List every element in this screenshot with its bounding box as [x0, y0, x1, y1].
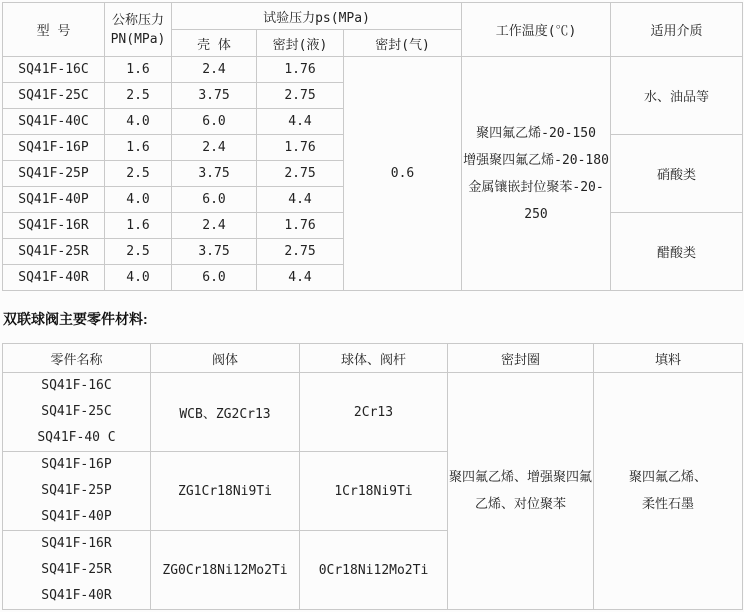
pressure-spec-table: [2, 2, 743, 291]
table-row: [3, 373, 743, 452]
col-header-working-temp: 工作温度(℃): [462, 3, 611, 57]
nominal-pressure-unit: PN(MPa): [110, 31, 166, 47]
pn-cell: 2.5: [105, 83, 172, 109]
model-name: SQ41F-40R: [41, 588, 112, 603]
seal-ring-line: 聚四氟乙烯、增强聚四氟: [448, 470, 592, 485]
model-name: SQ41F-25C: [41, 404, 112, 419]
model-name: SQ41F-16R: [41, 536, 112, 551]
shell-cell: 6.0: [172, 109, 257, 135]
valve-body-cell: ZG0Cr18Ni12Mo2Ti: [151, 531, 300, 610]
valve-body-cell: ZG1Cr18Ni9Ti: [151, 452, 300, 531]
col-header-valve-body: 阀体: [151, 344, 300, 373]
seal-liquid-cell: 2.75: [257, 161, 344, 187]
working-temp-line: 增强聚四氟乙烯-20-180: [463, 152, 609, 168]
model-cell: SQ41F-25C: [3, 83, 105, 109]
models-cell: [3, 373, 151, 452]
model-cell: SQ41F-16C: [3, 57, 105, 83]
seal-liquid-cell: 2.75: [257, 83, 344, 109]
seal-liquid-cell: 4.4: [257, 187, 344, 213]
col-header-seal-liquid: 密封(液): [257, 30, 344, 57]
working-temp-cell: [462, 57, 611, 291]
shell-cell: 2.4: [172, 57, 257, 83]
model-name: SQ41F-25P: [41, 483, 112, 498]
ball-stem-cell: 2Cr13: [300, 373, 448, 452]
col-header-ball-stem: 球体、阀杆: [300, 344, 448, 373]
col-header-part-name: 零件名称: [3, 344, 151, 373]
models-cell: [3, 452, 151, 531]
shell-cell: 6.0: [172, 265, 257, 291]
ball-stem-cell: 0Cr18Ni12Mo2Ti: [300, 531, 448, 610]
shell-cell: 2.4: [172, 135, 257, 161]
model-name: SQ41F-40 C: [37, 430, 116, 445]
pn-cell: 1.6: [105, 213, 172, 239]
shell-cell: 3.75: [172, 239, 257, 265]
table-row: [3, 57, 743, 83]
shell-cell: 2.4: [172, 213, 257, 239]
pn-cell: 1.6: [105, 57, 172, 83]
model-cell: SQ41F-40R: [3, 265, 105, 291]
seal-liquid-cell: 1.76: [257, 57, 344, 83]
media-group-cell: 硝酸类: [611, 135, 743, 213]
model-cell: SQ41F-40P: [3, 187, 105, 213]
working-temp-line: 250: [524, 206, 548, 222]
seal-liquid-cell: 4.4: [257, 109, 344, 135]
working-temp-line: 金属镶嵌封位聚苯-20-: [468, 179, 604, 195]
col-header-test-pressure: 试验压力ps(MPa): [172, 3, 462, 30]
media-group-cell: 水、油品等: [611, 57, 743, 135]
shell-cell: 3.75: [172, 83, 257, 109]
packing-cell: [594, 373, 743, 610]
table-header-row: [3, 344, 743, 373]
shell-cell: 3.75: [172, 161, 257, 187]
col-header-seal-gas: 密封(气): [344, 30, 462, 57]
seal-liquid-cell: 1.76: [257, 213, 344, 239]
ball-stem-cell: 1Cr18Ni9Ti: [300, 452, 448, 531]
nominal-pressure-label: 公称压力: [111, 12, 164, 28]
model-name: SQ41F-25R: [41, 562, 112, 577]
seal-liquid-cell: 4.4: [257, 265, 344, 291]
col-header-packing: 填料: [594, 344, 743, 373]
model-name: SQ41F-16C: [41, 378, 112, 393]
pn-cell: 4.0: [105, 265, 172, 291]
pn-cell: 4.0: [105, 109, 172, 135]
table-header-row: [3, 3, 743, 30]
packing-line: 柔性石墨: [641, 497, 694, 512]
seal-liquid-cell: 2.75: [257, 239, 344, 265]
packing-line: 聚四氟乙烯、: [628, 470, 707, 485]
col-header-model: 型 号: [3, 3, 105, 57]
col-header-shell: 壳 体: [172, 30, 257, 57]
pn-cell: 1.6: [105, 135, 172, 161]
media-group-cell: 醋酸类: [611, 213, 743, 291]
materials-table: [2, 343, 743, 610]
model-cell: SQ41F-16P: [3, 135, 105, 161]
section-title: 双联球阀主要零件材料:: [3, 311, 148, 327]
seal-liquid-cell: 1.76: [257, 135, 344, 161]
col-header-nominal-pressure: [105, 3, 172, 57]
seal-ring-line: 乙烯、对位聚苯: [474, 497, 566, 512]
working-temp-line: 聚四氟乙烯-20-150: [476, 125, 596, 141]
valve-body-cell: WCB、ZG2Cr13: [151, 373, 300, 452]
pn-cell: 2.5: [105, 161, 172, 187]
model-name: SQ41F-16P: [41, 457, 112, 472]
model-cell: SQ41F-25P: [3, 161, 105, 187]
model-name: SQ41F-40P: [41, 509, 112, 524]
model-cell: SQ41F-40C: [3, 109, 105, 135]
col-header-media: 适用介质: [611, 3, 743, 57]
model-cell: SQ41F-25R: [3, 239, 105, 265]
models-cell: [3, 531, 151, 610]
seal-gas-value-cell: 0.6: [344, 57, 462, 291]
model-cell: SQ41F-16R: [3, 213, 105, 239]
col-header-seal-ring: 密封圈: [448, 344, 594, 373]
seal-ring-cell: [448, 373, 594, 610]
pn-cell: 4.0: [105, 187, 172, 213]
pn-cell: 2.5: [105, 239, 172, 265]
shell-cell: 6.0: [172, 187, 257, 213]
